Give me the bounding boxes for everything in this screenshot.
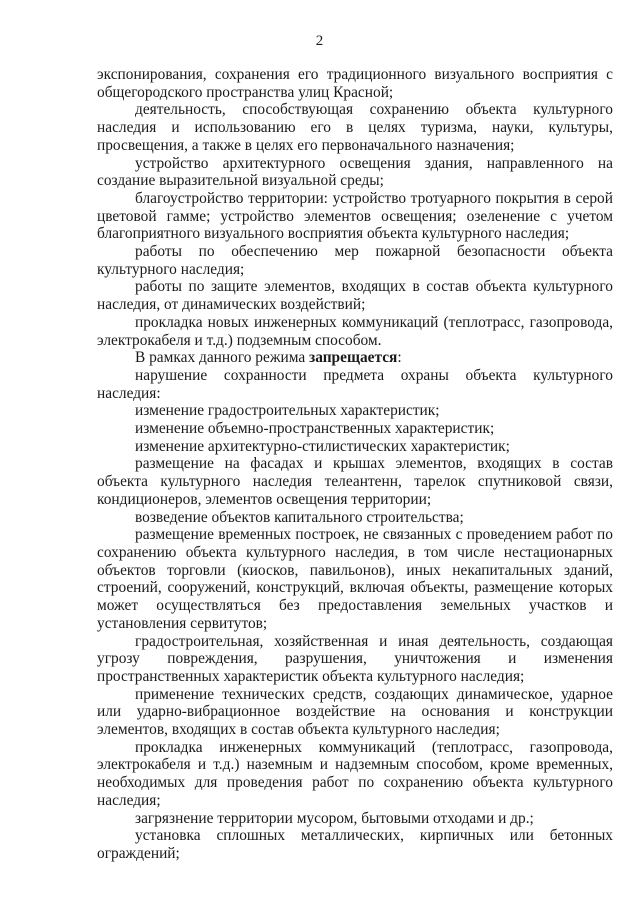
paragraph-capital-construction: возведение объектов капитального строительства;: [135, 508, 464, 526]
paragraph-vibration-impact: применение технических средств, создающих динамическое, ударное или ударно-вибрационное воздействие на основания и конструкции элементов, входящих в состав объекта культурного наследия;: [97, 685, 613, 739]
paragraph-solid-fences: установка сплошных металлических, кирпичных или бетонных ограждений;: [97, 827, 613, 862]
prohibited-colon: :: [397, 349, 402, 367]
paragraph-prohibited-heading: [97, 349, 613, 367]
paragraph-facade-elements: размещение на фасадах и крышах элементов, входящих в состав объекта культурного наследия телеантенн, тарелок спутниковой связи, кондиционеров, элементов освещения территории;: [97, 455, 613, 508]
page-number: 2: [315, 33, 324, 49]
paragraph-dynamic-protection: работы по защите элементов, входящих в состав объекта культурного наследия, от динамических воздействий;: [97, 278, 613, 314]
paragraph-overground-utilities: прокладка инженерных коммуникаций (теплотрасс, газопровода, электрокабеля и т.д.) наземным и надземным способом, кроме временных, необходимых для проведения работ по сохранению объекта культурного наследия;: [97, 738, 613, 809]
paragraph-underground-utilities: прокладка новых инженерных коммуникаций (теплотрасс, газопровода, электрокабеля и т.д.) подземным способом.: [97, 313, 613, 349]
prohibited-keyword: запрещается: [309, 349, 398, 367]
paragraph-architectural-lighting: устройство архитектурного освещения здания, направленного на создание выразительной визуальной среды;: [97, 154, 613, 190]
prohibited-lead: В рамках данного режима: [135, 349, 310, 367]
paragraph-landscaping: благоустройство территории: устройство тротуарного покрытия в серой цветовой гамме; устройство элементов освещения; озеленение с учетом благоприятного визуального восприятия объекта культурного наследия;: [97, 189, 613, 243]
paragraph-protection-subject-violation: нарушение сохранности предмета охраны объекта культурного наследия:: [97, 366, 613, 402]
paragraph-architectural-style: изменение архитектурно-стилистических характеристик;: [135, 437, 510, 455]
paragraph-littering: загрязнение территории мусором, бытовыми отходами и др.;: [135, 809, 534, 827]
paragraph-volume-spatial: изменение объемно-пространственных характеристик;: [135, 420, 495, 438]
paragraph-exhibition-continuation: экспонирования, сохранения его традиционного визуального восприятия с общегородского пространства улиц Красной;: [97, 66, 613, 101]
paragraph-urban-characteristics: изменение градостроительных характеристик;: [135, 402, 440, 420]
document-body: [97, 66, 613, 863]
paragraph-heritage-activity: деятельность, способствующая сохранению объекта культурного наследия и использованию его в целях туризма, науки, культуры, просвещения, а также в целях его первоначального назначения;: [97, 101, 613, 154]
paragraph-threatening-activity: градостроительная, хозяйственная и иная деятельность, создающая угрозу повреждения, разрушения, уничтожения и изменения пространственных характеристик объекта культурного наследия;: [97, 632, 613, 685]
paragraph-temporary-buildings: размещение временных построек, не связанных с проведением работ по сохранению объекта культурного наследия, в том числе нестационарных объектов торговли (киосков, павильонов), иных некапитальных зданий, строений, сооружений, конструкций, включая объекты, размещение которых может осуществляться без предоставления земельных участков и установления сервитутов;: [97, 526, 613, 632]
paragraph-fire-safety: работы по обеспечению мер пожарной безопасности объекта культурного наследия;: [97, 243, 613, 278]
